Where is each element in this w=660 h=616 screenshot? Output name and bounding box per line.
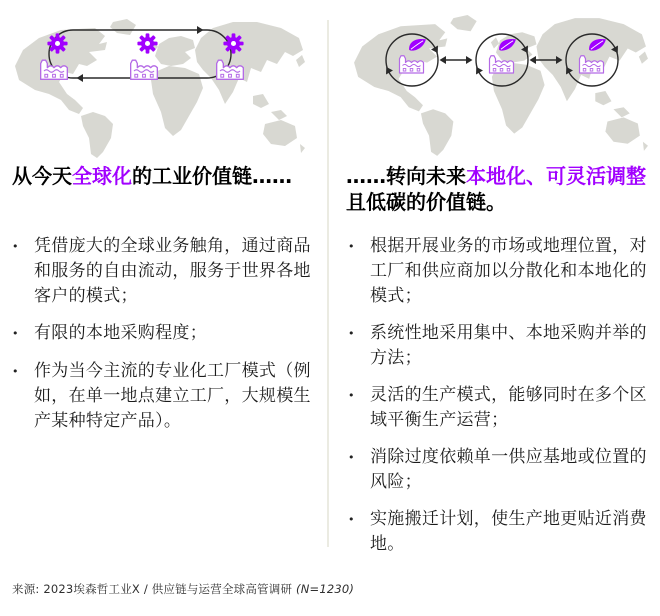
title-segment-accent: 本地化、可灵活调整 <box>466 164 646 188</box>
bullet-dot <box>12 234 34 309</box>
bullet-text: 作为当今主流的专业化工厂模式（例如，在单一地点建立工厂，大规模生产某种特定产品）。 <box>34 361 311 431</box>
bullet-dot <box>12 359 34 434</box>
exchange-arrow <box>440 56 473 64</box>
source-sample-size: (N=1230) <box>296 582 355 596</box>
list-item <box>348 321 656 371</box>
right-column-title <box>346 163 658 215</box>
factory-icon <box>131 60 158 79</box>
title-segment: ……转向未来 <box>346 164 466 188</box>
bullet-text: 凭借庞大的全球业务触角，通过商品和服务的自由流动，服务于世界各地客户的模式； <box>34 236 311 306</box>
bullet-text: 实施搬迁计划，使生产地更贴近消费地。 <box>370 509 647 554</box>
bullet-dot <box>348 234 370 309</box>
arrowhead-icon <box>197 26 204 34</box>
source-note <box>12 581 354 597</box>
bullet-dot <box>348 383 370 433</box>
list-item <box>12 234 314 309</box>
bullet-dot <box>12 321 34 347</box>
arrowhead-icon <box>473 65 483 75</box>
gear-icon <box>223 33 243 53</box>
title-segment-accent: 全球化 <box>72 164 132 188</box>
bullet-text: 消除过度依赖单一供应基地或位置的风险； <box>370 447 647 492</box>
list-item <box>348 234 656 309</box>
source-text: 来源: 2023埃森哲工业X / 供应链与运营全球高管调研 <box>12 582 297 596</box>
bullet-dot <box>348 445 370 495</box>
bullet-text: 灵活的生产模式，能够同时在多个区域平衡生产运营； <box>370 385 647 430</box>
bullet-dot <box>348 321 370 371</box>
title-segment: 从今天 <box>12 164 72 188</box>
list-item <box>12 359 314 434</box>
bullet-dot <box>348 507 370 557</box>
left-bullet-list <box>12 234 314 446</box>
list-item <box>348 383 656 433</box>
list-item <box>348 507 656 557</box>
bullet-text: 系统性地采用集中、本地采购并举的方法； <box>370 323 647 368</box>
gear-icon <box>47 33 67 53</box>
column-divider <box>327 20 329 547</box>
list-item <box>348 445 656 495</box>
title-segment: 的工业价值链…… <box>132 164 292 188</box>
left-figure-global-value-chain <box>8 16 310 164</box>
gear-icon <box>137 33 157 53</box>
arrowhead-icon <box>77 74 84 82</box>
right-bullet-list <box>348 234 656 569</box>
bullet-text: 根据开展业务的市场或地理位置，对工厂和供应商加以分散化和本地化的模式； <box>370 236 647 306</box>
bullet-text: 有限的本地采购程度； <box>34 323 207 343</box>
left-column-title <box>12 163 314 189</box>
right-figure-local-value-chain <box>344 12 656 162</box>
list-item <box>12 321 314 347</box>
title-segment: 且低碳的价值链。 <box>346 190 506 214</box>
